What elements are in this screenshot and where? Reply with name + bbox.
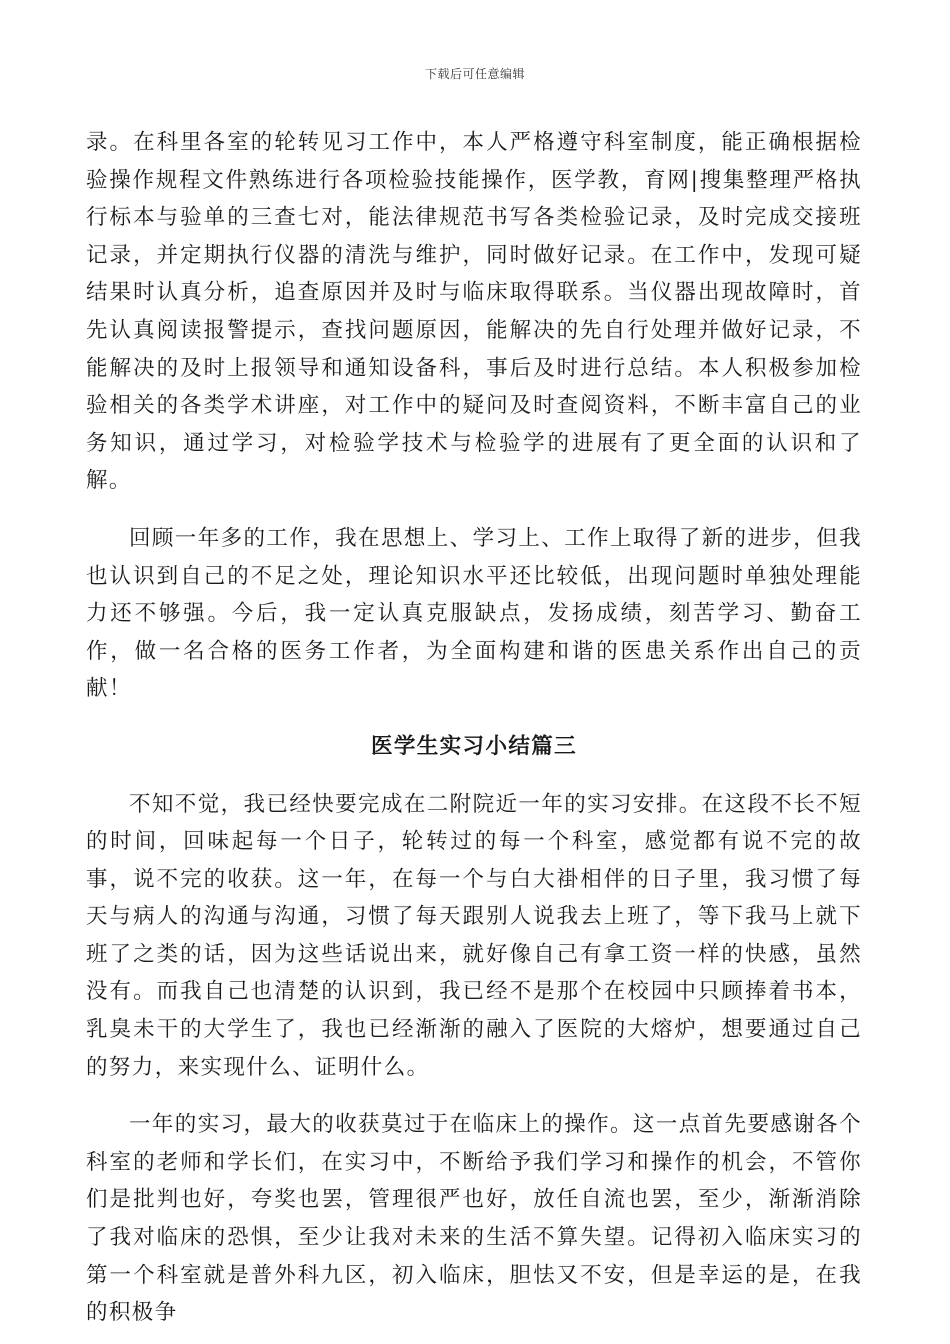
section-heading: 医学生实习小结篇三 bbox=[370, 733, 578, 759]
paragraph-gap bbox=[86, 1086, 862, 1106]
paragraph-lab-work: 录。在科里各室的轮转见习工作中，本人严格遵守科室制度，能正确根据检验操作规程文件熟练进行各项检验技能操作，医学教，育网|搜集整理严格执行标本与验单的三查七对，能法律规范书写各类检验记录，及时完成交接班记录，并定期执行仪器的清洗与维护，同时做好记录。在工作中，发现可疑结果时认真分析，追查原因并及时与临床取得联系。当仪器出现故障时，首先认真阅读报警提示，查找问题原因，能解决的先自行处理并做好记录，不能解决的及时上报领导和通知设备科，事后及时进行总结。本人积极参加检验相关的各类学术讲座，对工作中的疑问及时查阅资料，不断丰富自己的业务知识，通过学习，对检验学技术与检验学的进展有了更全面的认识和了解。 bbox=[86, 130, 862, 494]
document-body bbox=[86, 124, 862, 1332]
paragraph-internship-intro: 不知不觉，我已经快要完成在二附院近一年的实习安排。在这段不长不短的时间，回味起每一个日子，轮转过的每一个科室，感觉都有说不完的故事，说不完的收获。这一年，在每一个与白大褂相伴的日子里，我习惯了每天与病人的沟通与沟通，习惯了每天跟别人说我去上班了，等下我马上就下班了之类的话，因为这些话说出来，就好像自己有拿工资一样的快感，虽然没有。而我自己也清楚的认识到，我已经不是那个在校园中只顾捧着书本，乳臭未干的大学生了，我也已经渐渐的融入了医院的大熔炉，想要通过自己的努力，来实现什么、证明什么。 bbox=[86, 791, 862, 1080]
paragraph-gap bbox=[86, 708, 862, 728]
paragraph-clinical-practice: 一年的实习，最大的收获莫过于在临床上的操作。这一点首先要感谢各个科室的老师和学长们，在实习中，不断给予我们学习和操作的机会，不管你们是批判也好，夸奖也罢，管理很严也好，放任自流也罢，至少，渐渐消除了我对临床的恐惧，至少让我对未来的生活不算失望。记得初入临床实习的第一个科室就是普外科九区，初入临床，胆怯又不安，但是幸运的是，在我的积极争 bbox=[86, 1112, 862, 1326]
page-header-note: 下载后可任意编辑 bbox=[424, 67, 525, 81]
paragraph-review: 回顾一年多的工作，我在思想上、学习上、工作上取得了新的进步，但我也认识到自己的不足之处，理论知识水平还比较低，出现问题时单独处理能力还不够强。今后，我一定认真克服缺点，发扬成绩，刻苦学习、勤奋工作，做一名合格的医务工作者，为全面构建和谐的医患关系作出自己的贡献！ bbox=[86, 525, 862, 702]
paragraph-gap bbox=[86, 766, 862, 786]
paragraph-gap bbox=[86, 500, 862, 520]
